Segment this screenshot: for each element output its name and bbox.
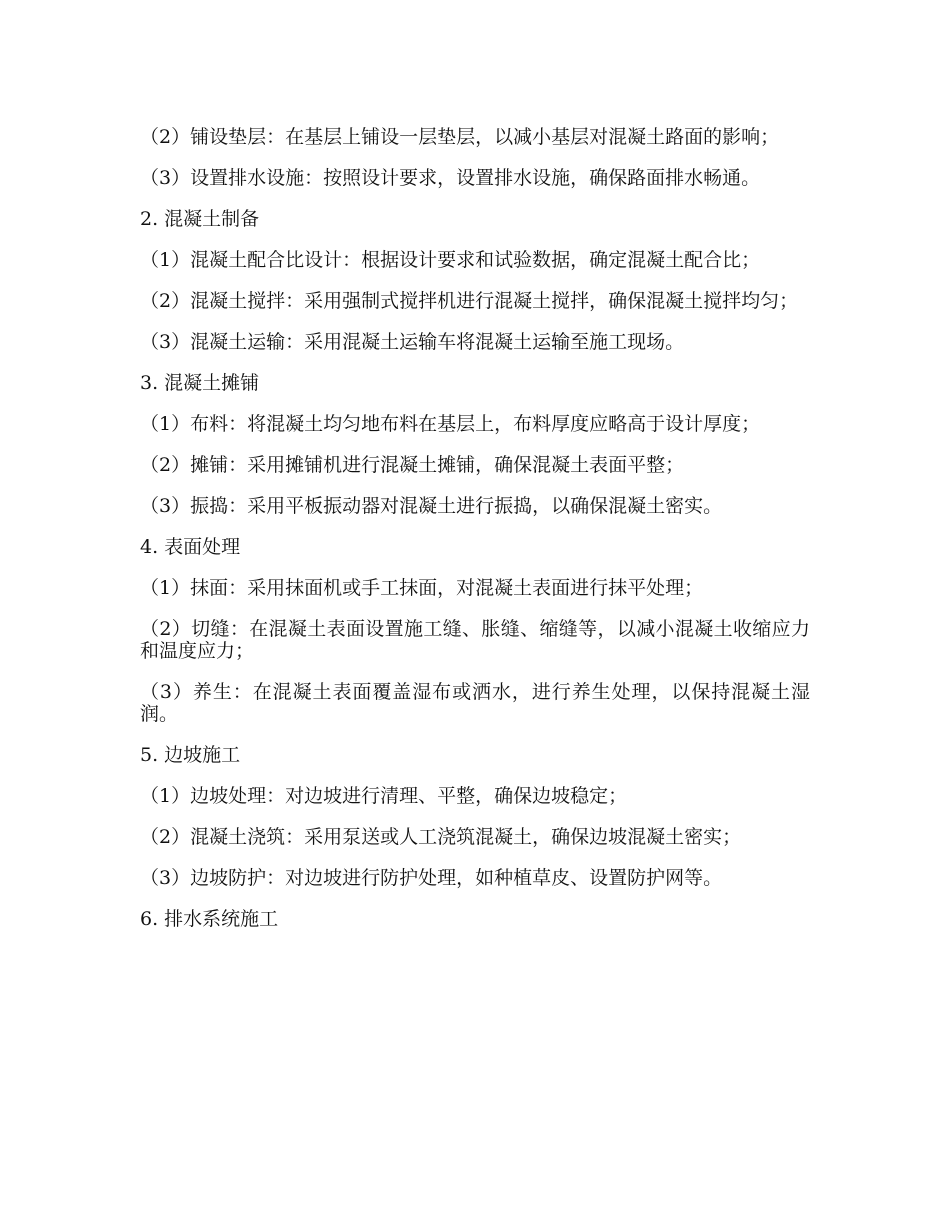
section-heading-concrete-preparation: 2. 混凝土制备 bbox=[140, 208, 260, 230]
paragraph-slope-protection: （3）边坡防护：对边坡进行防护处理，如种植草皮、设置防护网等。 bbox=[140, 867, 723, 889]
paragraph-vibration: （3）振捣：采用平板振动器对混凝土进行振捣，以确保混凝土密实。 bbox=[140, 495, 723, 517]
paragraph-drainage-facilities: （3）设置排水设施：按照设计要求，设置排水设施，确保路面排水畅通。 bbox=[140, 167, 761, 189]
document-body bbox=[140, 126, 810, 949]
paragraph-concrete-transport: （3）混凝土运输：采用混凝土运输车将混凝土运输至施工现场。 bbox=[140, 331, 685, 353]
paragraph-paving: （2）摊铺：采用摊铺机进行混凝土摊铺，确保混凝土表面平整； bbox=[140, 454, 685, 476]
paragraph-joint-cutting: （2）切缝：在混凝土表面设置施工缝、胀缝、缩缝等，以减小混凝土收缩应力和温度应力； bbox=[140, 618, 810, 662]
section-heading-concrete-paving: 3. 混凝土摊铺 bbox=[140, 372, 260, 394]
section-heading-slope-construction: 5. 边坡施工 bbox=[140, 744, 241, 766]
paragraph-mix-design: （1）混凝土配合比设计：根据设计要求和试验数据，确定混凝土配合比； bbox=[140, 249, 761, 271]
section-heading-drainage-system: 6. 排水系统施工 bbox=[140, 908, 279, 930]
paragraph-laying-cushion: （2）铺设垫层：在基层上铺设一层垫层，以减小基层对混凝土路面的影响； bbox=[140, 126, 780, 148]
section-heading-surface-treatment: 4. 表面处理 bbox=[140, 536, 241, 558]
paragraph-concrete-pouring: （2）混凝土浇筑：采用泵送或人工浇筑混凝土，确保边坡混凝土密实； bbox=[140, 826, 742, 848]
paragraph-troweling: （1）抹面：采用抹面机或手工抹面，对混凝土表面进行抹平处理； bbox=[140, 577, 704, 599]
paragraph-distribution: （1）布料：将混凝土均匀地布料在基层上，布料厚度应略高于设计厚度； bbox=[140, 413, 761, 435]
paragraph-slope-treatment: （1）边坡处理：对边坡进行清理、平整，确保边坡稳定； bbox=[140, 785, 628, 807]
paragraph-concrete-mixing: （2）混凝土搅拌：采用强制式搅拌机进行混凝土搅拌，确保混凝土搅拌均匀； bbox=[140, 290, 799, 312]
paragraph-curing: （3）养生：在混凝土表面覆盖湿布或洒水，进行养生处理，以保持混凝土湿润。 bbox=[140, 681, 810, 725]
